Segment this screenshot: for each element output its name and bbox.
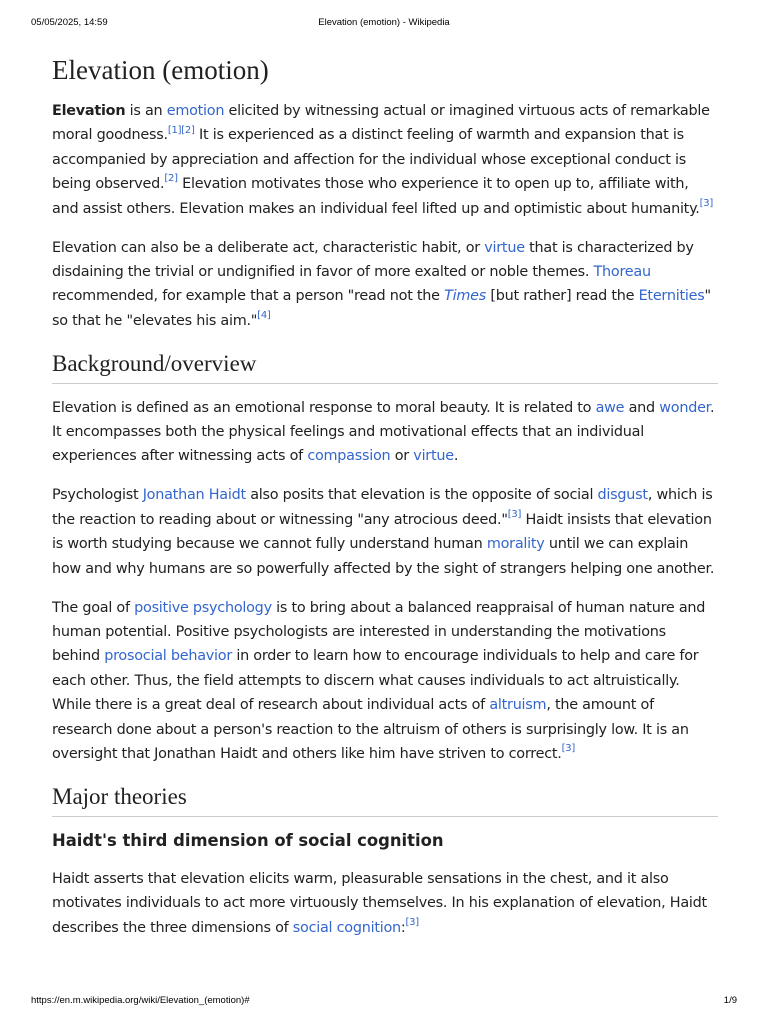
article-content [52, 50, 718, 955]
citation-3[interactable]: [3] [405, 916, 419, 928]
link-positive-psychology[interactable]: positive psychology [134, 599, 272, 616]
bold-term: Elevation [52, 103, 126, 119]
link-social-cognition[interactable]: social cognition [292, 919, 401, 936]
citation-3[interactable]: [3] [561, 743, 576, 755]
text: Haidt insists that elevation is worth studying because we cannot fully understand human [52, 511, 712, 553]
print-footer [31, 995, 737, 1009]
page-title: Elevation (emotion) [52, 55, 269, 85]
intro-paragraph-2 [52, 236, 718, 334]
text: , which is the reaction to reading about or witnessing "any atrocious deed." [52, 487, 713, 528]
text: is an [125, 103, 167, 119]
text: and [624, 399, 660, 416]
background-paragraph-3 [52, 596, 718, 767]
citation-2[interactable]: [2] [181, 124, 195, 136]
link-morality[interactable]: morality [486, 536, 545, 553]
link-thoreau[interactable]: Thoreau [593, 263, 651, 280]
text: Elevation is defined as an emotional response to moral beauty. It is related to [52, 399, 596, 416]
text: Haidt asserts that elevation elicits warm, pleasurable sensations in the chest, and it also motivates individuals to act more virtuously themselves. In his explanation of elevation, Haidt describes the three dimensions of [52, 870, 707, 936]
theories-paragraph-1 [52, 867, 718, 940]
text: is to bring about a balanced reappraisal of human nature and human potential. Positive psychologists are interested in understanding the motivations behind [52, 599, 706, 665]
link-compassion[interactable]: compassion [307, 448, 391, 465]
text: until we can explain how and why humans are so powerfully affected by the sight of strangers helping one another. [52, 536, 715, 577]
link-disgust[interactable]: disgust [597, 487, 648, 504]
citation-1[interactable]: [1] [167, 124, 182, 136]
text: " so that he "elevates his aim." [52, 288, 711, 329]
text: that is characterized by disdaining the trivial or undignified in favor of more exalted or noble themes. [52, 239, 694, 280]
link-altruism[interactable]: altruism [489, 697, 547, 714]
section-heading-background: Background/overview [52, 348, 718, 384]
citation-2[interactable]: [2] [164, 173, 178, 185]
citation-3[interactable]: [3] [699, 197, 714, 209]
link-jonathan-haidt[interactable]: Jonathan Haidt [142, 487, 246, 504]
background-paragraph-1 [52, 396, 718, 469]
link-prosocial-behavior[interactable]: prosocial behavior [104, 648, 232, 665]
link-eternities[interactable]: Eternities [638, 288, 705, 305]
background-paragraph-2 [52, 483, 718, 581]
print-header [31, 17, 737, 31]
print-page-number: 1/9 [723, 995, 737, 1006]
subsection-heading: Haidt's third dimension of social cognition [52, 830, 444, 850]
text: . [453, 448, 459, 465]
text: : [400, 919, 406, 936]
citation-4[interactable]: [4] [257, 309, 271, 321]
text: also posits that elevation is the opposite of social [245, 487, 598, 504]
intro-paragraph-1 [52, 99, 718, 221]
text: Elevation motivates those who experience it to open up to, affiliate with, and assist others. Elevation makes an individual feel lifted up and optimistic about humanity. [52, 176, 700, 217]
print-url: https://en.m.wikipedia.org/wiki/Elevation_(emotion)# [31, 995, 250, 1006]
print-page-title: Elevation (emotion) - Wikipedia [318, 17, 450, 28]
text: , the amount of research done about a person's reaction to the altruism of others is surprisingly low. It is an oversight that Jonathan Haidt and others like him have striven to correct. [52, 697, 689, 762]
text: Elevation can also be a deliberate act, characteristic habit, or [52, 239, 485, 256]
link-virtue[interactable]: virtue [413, 448, 454, 465]
print-datetime: 05/05/2025, 14:59 [31, 17, 108, 28]
text: The goal of [52, 599, 135, 616]
text: recommended, for example that a person "read not the [52, 288, 445, 305]
text: or [390, 448, 414, 465]
text: It is experienced as a distinct feeling of warmth and expansion that is accompanied by appreciation and affection for the individual whose exceptional conduct is being observed. [52, 127, 687, 193]
text: in order to learn how to encourage individuals to help and care for each other. Thus, the field attempts to discern what causes individuals to act altruistically. While there is a great deal of research about individual acts of [52, 648, 699, 714]
text: elicited by witnessing actual or imagined virtuous acts of remarkable moral goodness. [52, 103, 710, 144]
link-virtue[interactable]: virtue [484, 239, 525, 256]
text: Psychologist [52, 487, 143, 504]
link-wonder[interactable]: wonder [659, 399, 711, 416]
link-times[interactable]: Times [444, 288, 487, 305]
text: [but rather] read the [486, 288, 639, 305]
text: . It encompasses both the physical feelings and motivational effects that an individual experiences after witnessing acts of [52, 399, 715, 465]
citation-3[interactable]: [3] [507, 508, 522, 520]
link-emotion[interactable]: emotion [166, 103, 225, 119]
link-awe[interactable]: awe [595, 399, 625, 416]
section-heading-major-theories: Major theories [52, 781, 718, 817]
